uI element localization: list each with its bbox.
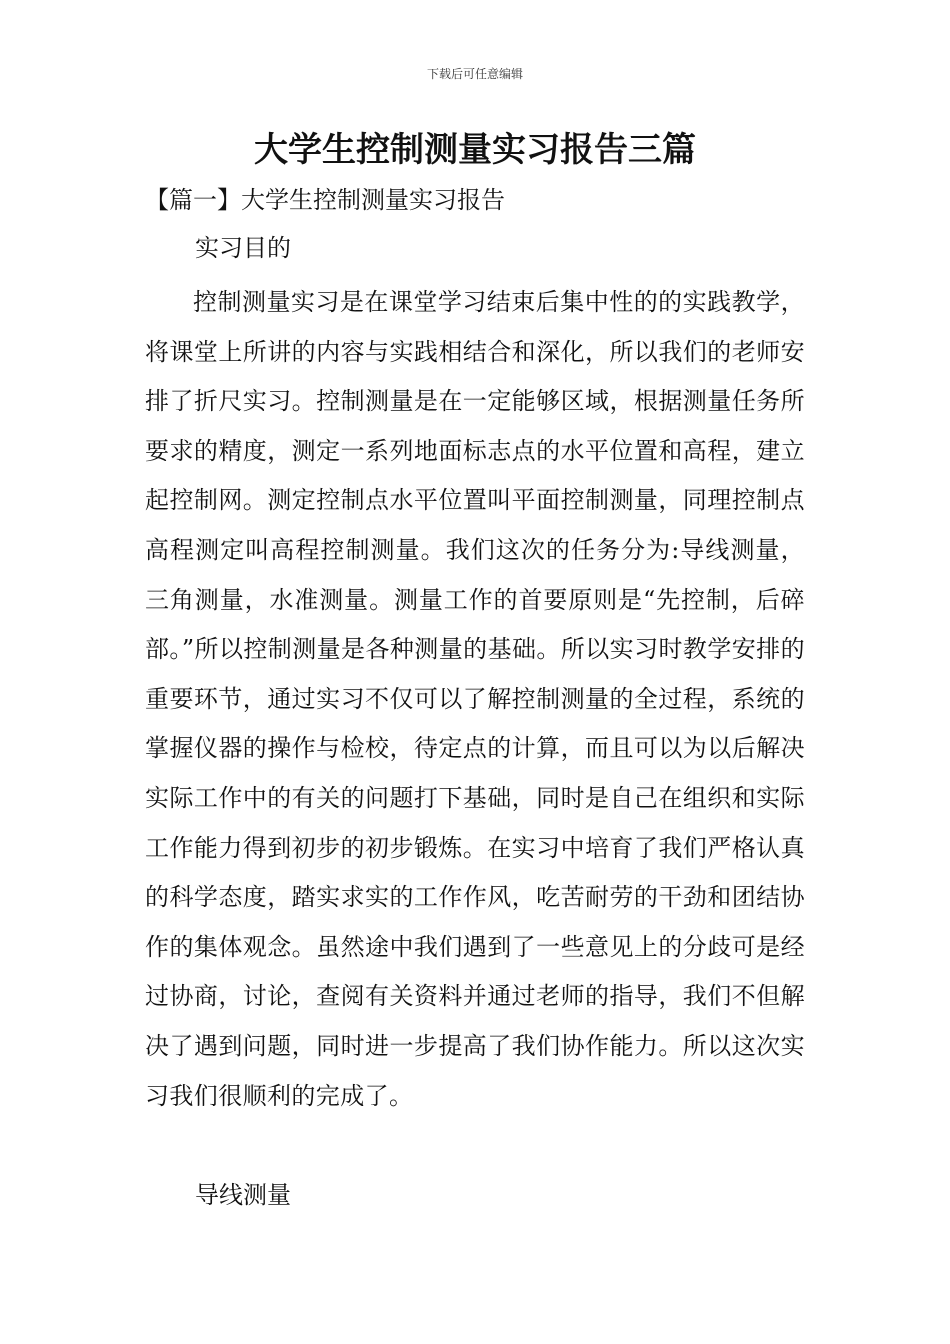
subheading-traverse: 导线测量 <box>195 1181 291 1209</box>
document-title: 大学生控制测量实习报告三篇 <box>254 130 696 170</box>
header-note: 下载后可任意编辑 <box>426 67 523 81</box>
body-paragraph: 控制测量实习是在课堂学习结束后集中性的的实践教学，将课堂上所讲的内容与实践相结合和深化，所以我们的老师安排了折尺实习。控制测量是在一定能够区域，根据测量任务所要求的精度，测定一系列地面标志点的水平位置和高程，建立起控制网。测定控制点水平位置叫平面控制测量，同理控制点高程测定叫高程控制测量。我们这次的任务分为:导线测量，三角测量，水准测量。测量工作的首要原则是“先控制，后碎部。”所以控制测量是各种测量的基础。所以实习时教学安排的重要环节，通过实习不仅可以了解控制测量的全过程，系统的掌握仪器的操作与检校，待定点的计算，而且可以为以后解决实际工作中的有关的问题打下基础，同时是自己在组织和实际工作能力得到初步的初步锻炼。在实习中培育了我们严格认真的科学态度，踏实求实的工作作风，吃苦耐劳的干劲和团结协作的集体观念。虽然途中我们遇到了一些意见上的分歧可是经过协商，讨论，查阅有关资料并通过老师的指导，我们不但解决了遇到问题，同时进一步提高了我们协作能力。所以这次实习我们很顺利的完成了。 <box>145 288 805 1110</box>
subheading-purpose: 实习目的 <box>195 234 291 262</box>
section-heading: 【篇一】大学生控制测量实习报告 <box>145 186 505 214</box>
